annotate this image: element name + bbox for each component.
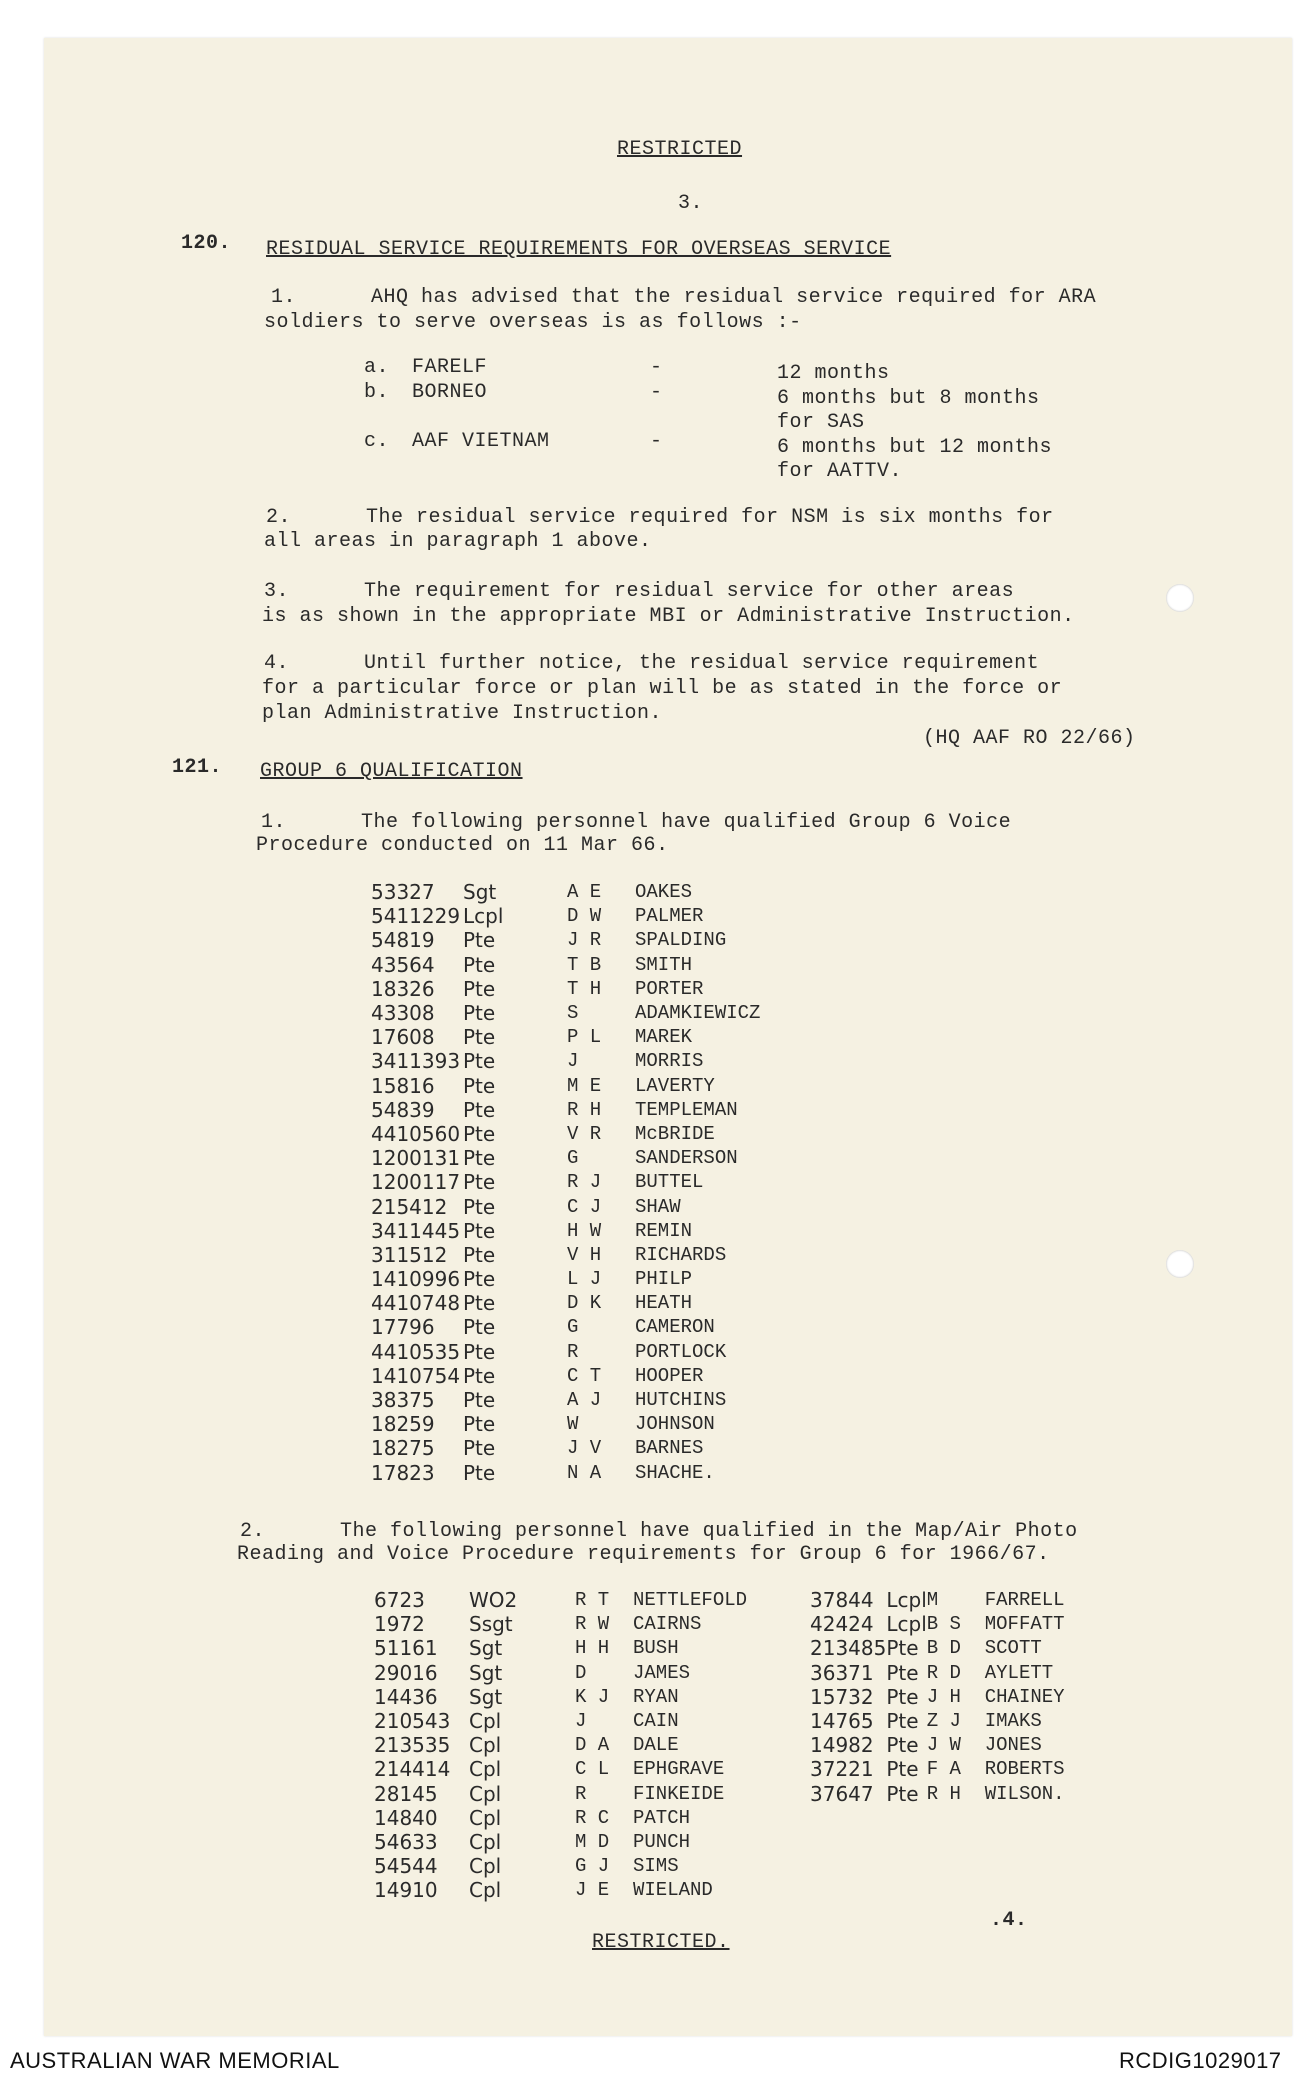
initials: R C bbox=[575, 1806, 610, 1829]
rank: Pte bbox=[886, 1684, 919, 1709]
rank: Pte bbox=[463, 1049, 496, 1074]
service-number: 54544 bbox=[374, 1854, 438, 1879]
surname: TEMPLEMAN bbox=[635, 1098, 738, 1121]
rank: Cpl bbox=[469, 1757, 502, 1782]
surname: CAMERON bbox=[635, 1316, 715, 1339]
rank: Pte bbox=[463, 1291, 496, 1316]
rank: Pte bbox=[463, 1194, 496, 1219]
surname: CHAINEY bbox=[984, 1685, 1065, 1708]
table-row bbox=[371, 1025, 760, 1049]
surname: RYAN bbox=[633, 1685, 679, 1708]
surname: PHILP bbox=[635, 1268, 693, 1291]
surname: HUTCHINS bbox=[635, 1389, 727, 1412]
rank: Pte bbox=[463, 1001, 496, 1026]
surname: OAKES bbox=[635, 881, 693, 904]
surname: PORTLOCK bbox=[635, 1340, 727, 1363]
surname: SHACHE. bbox=[635, 1461, 715, 1484]
service-number: 15816 bbox=[371, 1073, 435, 1098]
rank: Pte bbox=[463, 1436, 496, 1461]
table-row bbox=[371, 1315, 760, 1339]
initials: J V bbox=[567, 1437, 602, 1460]
service-number: 54633 bbox=[374, 1829, 438, 1854]
service-number: 17796 bbox=[371, 1315, 435, 1340]
page-number: 3. bbox=[678, 192, 704, 215]
surname: BUTTEL bbox=[635, 1171, 704, 1194]
service-number: 3411393 bbox=[371, 1049, 461, 1074]
rank: WO2 bbox=[469, 1588, 518, 1613]
punch-hole bbox=[1166, 1250, 1194, 1278]
list-letter: c. bbox=[364, 430, 390, 453]
section-120-para4: 4. Until further notice, the residual service requirement bbox=[264, 652, 1040, 675]
surname: PALMER bbox=[635, 905, 704, 928]
table-row bbox=[374, 1636, 747, 1660]
table-row bbox=[371, 1267, 760, 1291]
list-period: 12 months bbox=[777, 362, 890, 385]
rank: Pte bbox=[463, 1460, 496, 1485]
initials: R H bbox=[926, 1782, 961, 1805]
service-number: 14910 bbox=[374, 1878, 438, 1903]
rank: Sgt bbox=[469, 1636, 503, 1661]
surname: CAIN bbox=[633, 1710, 679, 1733]
table-row bbox=[374, 1830, 747, 1854]
section-120-para2: all areas in paragraph 1 above. bbox=[264, 530, 652, 553]
table-row bbox=[374, 1709, 747, 1733]
surname: JONES bbox=[984, 1734, 1042, 1757]
rank: Pte bbox=[463, 1025, 496, 1050]
table-row bbox=[374, 1878, 747, 1902]
initials: G bbox=[567, 1147, 579, 1170]
section-120-para1: soldiers to serve overseas is as follows :- bbox=[264, 311, 802, 334]
section-120-para3: 3. The requirement for residual service for other areas bbox=[264, 580, 1015, 603]
service-number: 1200131 bbox=[371, 1146, 461, 1171]
service-number: 18275 bbox=[371, 1436, 435, 1461]
service-number: 28145 bbox=[374, 1781, 438, 1806]
initials: D A bbox=[575, 1734, 610, 1757]
list-period: 6 months but 12 months bbox=[777, 436, 1053, 459]
service-number: 214414 bbox=[374, 1757, 451, 1782]
initials: V H bbox=[567, 1243, 602, 1266]
table-row bbox=[374, 1854, 747, 1878]
list-letter: a. bbox=[364, 356, 390, 379]
service-number: 53327 bbox=[371, 880, 435, 905]
surname: DALE bbox=[633, 1734, 679, 1757]
service-number: 18326 bbox=[371, 976, 435, 1001]
table-row bbox=[371, 1122, 760, 1146]
initials: C L bbox=[575, 1758, 610, 1781]
surname: PATCH bbox=[633, 1806, 691, 1829]
service-number: 1200117 bbox=[371, 1170, 461, 1195]
service-number: 29016 bbox=[374, 1660, 438, 1685]
table-row bbox=[371, 1412, 760, 1436]
service-number: 3411445 bbox=[371, 1218, 461, 1243]
surname: SCOTT bbox=[984, 1637, 1042, 1660]
punch-hole bbox=[1166, 584, 1194, 612]
section-121-number: 121. bbox=[172, 756, 223, 779]
service-number: 38375 bbox=[371, 1388, 435, 1413]
initials: G bbox=[567, 1316, 579, 1339]
initials: H H bbox=[575, 1637, 610, 1660]
table-row bbox=[810, 1733, 1065, 1757]
rank: Pte bbox=[886, 1709, 919, 1734]
table-row bbox=[371, 1436, 760, 1460]
section-120-para4: for a particular force or plan will be as stated in the force or bbox=[262, 677, 1063, 700]
rank: Pte bbox=[463, 1170, 496, 1195]
initials: S bbox=[567, 1002, 579, 1025]
surname: JOHNSON bbox=[635, 1413, 715, 1436]
archive-item-id: RCDIG1029017 bbox=[1119, 2048, 1282, 2073]
map-reading-personnel-table bbox=[374, 1588, 747, 1902]
surname: FARRELL bbox=[984, 1589, 1065, 1612]
rank: Pte bbox=[463, 1146, 496, 1171]
rank: Pte bbox=[463, 1363, 496, 1388]
initials: R H bbox=[567, 1098, 602, 1121]
table-row bbox=[374, 1733, 747, 1757]
rank: Pte bbox=[886, 1636, 919, 1661]
rank: Pte bbox=[463, 1339, 496, 1364]
surname: AYLETT bbox=[984, 1661, 1054, 1684]
initials: T B bbox=[567, 953, 602, 976]
surname: HOOPER bbox=[635, 1364, 704, 1387]
initials: M E bbox=[567, 1074, 602, 1097]
table-row bbox=[374, 1588, 747, 1612]
surname: NETTLEFOLD bbox=[633, 1589, 748, 1612]
rank: Cpl bbox=[469, 1878, 502, 1903]
table-row bbox=[371, 1098, 760, 1122]
initials: L J bbox=[567, 1268, 602, 1291]
surname: BUSH bbox=[633, 1637, 679, 1660]
surname: WIELAND bbox=[633, 1879, 713, 1902]
initials: J R bbox=[567, 929, 602, 952]
table-row bbox=[371, 880, 760, 904]
table-row bbox=[374, 1757, 747, 1781]
initials: J W bbox=[926, 1734, 961, 1757]
map-reading-personnel-table bbox=[810, 1588, 1065, 1806]
classification-footer: RESTRICTED. bbox=[592, 1931, 730, 1954]
service-number: 15732 bbox=[810, 1684, 874, 1709]
rank: Sgt bbox=[469, 1660, 503, 1685]
qualified-personnel-table bbox=[371, 880, 760, 1485]
list-period: for SAS bbox=[777, 411, 865, 434]
surname: FINKEIDE bbox=[633, 1782, 725, 1805]
service-number: 213485 bbox=[810, 1636, 887, 1661]
rank: Cpl bbox=[469, 1829, 502, 1854]
initials: R bbox=[575, 1782, 587, 1805]
initials: M bbox=[926, 1589, 939, 1612]
rank: Pte bbox=[463, 1315, 496, 1340]
initials: H W bbox=[567, 1219, 602, 1242]
surname: PUNCH bbox=[633, 1830, 691, 1853]
surname: HEATH bbox=[635, 1292, 693, 1315]
surname: BARNES bbox=[635, 1437, 704, 1460]
rank: Pte bbox=[463, 976, 496, 1001]
surname: LAVERTY bbox=[635, 1074, 715, 1097]
service-number: 14840 bbox=[374, 1805, 438, 1830]
service-number: 14982 bbox=[810, 1733, 874, 1758]
initials: R T bbox=[575, 1589, 610, 1612]
table-row bbox=[374, 1661, 747, 1685]
list-dash: - bbox=[650, 356, 663, 379]
service-number: 5411229 bbox=[371, 904, 461, 929]
service-number: 14765 bbox=[810, 1709, 874, 1734]
rank: Sgt bbox=[463, 880, 497, 905]
surname: ROBERTS bbox=[984, 1758, 1065, 1781]
section-120-number: 120. bbox=[181, 232, 232, 255]
service-number: 1410996 bbox=[371, 1267, 461, 1292]
table-row bbox=[371, 1243, 760, 1267]
section-120-para2: 2. The residual service required for NSM is six months for bbox=[266, 506, 1054, 529]
service-number: 18259 bbox=[371, 1412, 435, 1437]
rank: Cpl bbox=[469, 1709, 502, 1734]
table-row bbox=[374, 1612, 747, 1636]
service-number: 4410560 bbox=[371, 1121, 461, 1146]
table-row bbox=[371, 1170, 760, 1194]
table-row bbox=[371, 1049, 760, 1073]
table-row bbox=[371, 1001, 760, 1025]
initials: J bbox=[575, 1710, 587, 1733]
table-row bbox=[810, 1757, 1065, 1781]
table-row bbox=[810, 1685, 1065, 1709]
section-121-title: GROUP 6 QUALIFICATION bbox=[260, 760, 523, 783]
rank: Cpl bbox=[469, 1854, 502, 1879]
rank: Pte bbox=[463, 1218, 496, 1243]
table-row bbox=[371, 1146, 760, 1170]
next-page-marker: .4. bbox=[990, 1909, 1028, 1932]
rank: Pte bbox=[463, 1267, 496, 1292]
surname: McBRIDE bbox=[635, 1122, 715, 1145]
initials: T H bbox=[567, 977, 602, 1000]
service-number: 6723 bbox=[374, 1588, 425, 1613]
initials: M D bbox=[575, 1830, 610, 1853]
table-row bbox=[810, 1612, 1065, 1636]
initials: N A bbox=[567, 1461, 602, 1484]
service-number: 17608 bbox=[371, 1025, 435, 1050]
table-row bbox=[371, 928, 760, 952]
surname: SANDERSON bbox=[635, 1147, 738, 1170]
service-number: 215412 bbox=[371, 1194, 448, 1219]
service-number: 37647 bbox=[810, 1781, 874, 1806]
initials: R D bbox=[926, 1661, 961, 1684]
table-row bbox=[371, 1291, 760, 1315]
service-number: 213535 bbox=[374, 1733, 451, 1758]
initials: A E bbox=[567, 881, 602, 904]
rank: Cpl bbox=[469, 1733, 502, 1758]
service-number: 42424 bbox=[810, 1612, 874, 1637]
section-120-reference: (HQ AAF RO 22/66) bbox=[923, 727, 1136, 750]
list-letter: b. bbox=[364, 381, 390, 404]
table-row bbox=[810, 1588, 1065, 1612]
section-120-title: RESIDUAL SERVICE REQUIREMENTS FOR OVERSEAS SERVICE bbox=[266, 238, 892, 261]
table-row bbox=[810, 1636, 1065, 1660]
initials: A J bbox=[567, 1389, 602, 1412]
surname: SHAW bbox=[635, 1195, 681, 1218]
classification-header: RESTRICTED bbox=[617, 138, 743, 161]
table-row bbox=[371, 1219, 760, 1243]
rank: Pte bbox=[463, 1121, 496, 1146]
table-row bbox=[374, 1782, 747, 1806]
surname: EPHGRAVE bbox=[633, 1758, 725, 1781]
rank: Lcpl bbox=[886, 1588, 927, 1613]
rank: Pte bbox=[886, 1781, 919, 1806]
surname: WILSON. bbox=[984, 1782, 1065, 1805]
initials: G J bbox=[575, 1855, 610, 1878]
table-row bbox=[371, 904, 760, 928]
initials: Z J bbox=[926, 1710, 961, 1733]
surname: SIMS bbox=[633, 1855, 679, 1878]
rank: Pte bbox=[463, 928, 496, 953]
table-row bbox=[371, 1340, 760, 1364]
rank: Pte bbox=[463, 1097, 496, 1122]
initials: V R bbox=[567, 1122, 602, 1145]
service-number: 14436 bbox=[374, 1684, 438, 1709]
initials: C J bbox=[567, 1195, 602, 1218]
surname: MORRIS bbox=[635, 1050, 704, 1073]
initials: J E bbox=[575, 1879, 610, 1902]
surname: IMAKS bbox=[984, 1710, 1042, 1733]
section-121-para1: 1. The following personnel have qualified Group 6 Voice bbox=[261, 811, 1012, 834]
surname: SPALDING bbox=[635, 929, 727, 952]
table-row bbox=[374, 1806, 747, 1830]
table-row bbox=[810, 1661, 1065, 1685]
service-number: 37221 bbox=[810, 1757, 874, 1782]
list-dash: - bbox=[650, 430, 663, 453]
initials: C T bbox=[567, 1364, 602, 1387]
service-number: 43564 bbox=[371, 952, 435, 977]
service-number: 1972 bbox=[374, 1612, 425, 1637]
surname: REMIN bbox=[635, 1219, 693, 1242]
rank: Pte bbox=[463, 1412, 496, 1437]
initials: W bbox=[567, 1413, 579, 1436]
list-area: AAF VIETNAM bbox=[412, 430, 550, 453]
rank: Pte bbox=[463, 1388, 496, 1413]
list-area: BORNEO bbox=[412, 381, 488, 404]
surname: PORTER bbox=[635, 977, 704, 1000]
section-120-para4: plan Administrative Instruction. bbox=[262, 702, 663, 725]
service-number: 17823 bbox=[371, 1460, 435, 1485]
service-number: 311512 bbox=[371, 1242, 448, 1267]
rank: Lcpl bbox=[886, 1612, 927, 1637]
table-row bbox=[374, 1685, 747, 1709]
rank: Cpl bbox=[469, 1805, 502, 1830]
initials: R bbox=[567, 1340, 579, 1363]
rank: Pte bbox=[886, 1733, 919, 1758]
rank: Lcpl bbox=[463, 904, 504, 929]
rank: Pte bbox=[463, 1242, 496, 1267]
rank: Sgt bbox=[469, 1684, 503, 1709]
table-row bbox=[371, 1364, 760, 1388]
table-row bbox=[810, 1709, 1065, 1733]
initials: D bbox=[575, 1661, 587, 1684]
initials: D K bbox=[567, 1292, 602, 1315]
list-period: 6 months but 8 months bbox=[777, 387, 1040, 410]
list-period: for AATTV. bbox=[777, 460, 903, 483]
rank: Pte bbox=[886, 1757, 919, 1782]
section-121-para2: 2. The following personnel have qualified in the Map/Air Photo bbox=[240, 1520, 1078, 1543]
rank: Ssgt bbox=[469, 1612, 513, 1637]
list-dash: - bbox=[650, 381, 663, 404]
initials: P L bbox=[567, 1026, 602, 1049]
surname: SMITH bbox=[635, 953, 693, 976]
initials: R J bbox=[567, 1171, 602, 1194]
service-number: 1410754 bbox=[371, 1363, 461, 1388]
service-number: 36371 bbox=[810, 1660, 874, 1685]
section-121-para1: Procedure conducted on 11 Mar 66. bbox=[256, 834, 669, 857]
initials: B S bbox=[926, 1613, 961, 1636]
initials: R W bbox=[575, 1613, 610, 1636]
table-row bbox=[371, 977, 760, 1001]
table-row bbox=[371, 1388, 760, 1412]
initials: J bbox=[567, 1050, 579, 1073]
rank: Cpl bbox=[469, 1781, 502, 1806]
surname: JAMES bbox=[633, 1661, 691, 1684]
archive-source: AUSTRALIAN WAR MEMORIAL bbox=[10, 2048, 340, 2073]
section-120-para1: 1. AHQ has advised that the residual service required for ARA bbox=[271, 286, 1097, 309]
surname: ADAMKIEWICZ bbox=[635, 1002, 761, 1025]
surname: MOFFATT bbox=[984, 1613, 1065, 1636]
service-number: 210543 bbox=[374, 1709, 451, 1734]
service-number: 51161 bbox=[374, 1636, 438, 1661]
service-number: 54819 bbox=[371, 928, 435, 953]
service-number: 43308 bbox=[371, 1001, 435, 1026]
rank: Pte bbox=[463, 1073, 496, 1098]
rank: Pte bbox=[886, 1660, 919, 1685]
table-row bbox=[810, 1782, 1065, 1806]
service-number: 4410748 bbox=[371, 1291, 461, 1316]
table-row bbox=[371, 1074, 760, 1098]
table-row bbox=[371, 1461, 760, 1485]
section-120-para3: is as shown in the appropriate MBI or Administrative Instruction. bbox=[262, 605, 1075, 628]
table-row bbox=[371, 1194, 760, 1218]
surname: RICHARDS bbox=[635, 1243, 727, 1266]
list-area: FARELF bbox=[412, 356, 488, 379]
initials: B D bbox=[926, 1637, 961, 1660]
initials: K J bbox=[575, 1685, 610, 1708]
table-row bbox=[371, 953, 760, 977]
service-number: 37844 bbox=[810, 1588, 874, 1613]
surname: CAIRNS bbox=[633, 1613, 702, 1636]
initials: D W bbox=[567, 905, 602, 928]
service-number: 54839 bbox=[371, 1097, 435, 1122]
section-121-para2: Reading and Voice Procedure requirements for Group 6 for 1966/67. bbox=[237, 1543, 1050, 1566]
service-number: 4410535 bbox=[371, 1339, 461, 1364]
initials: F A bbox=[926, 1758, 961, 1781]
initials: J H bbox=[926, 1685, 961, 1708]
surname: MAREK bbox=[635, 1026, 693, 1049]
rank: Pte bbox=[463, 952, 496, 977]
